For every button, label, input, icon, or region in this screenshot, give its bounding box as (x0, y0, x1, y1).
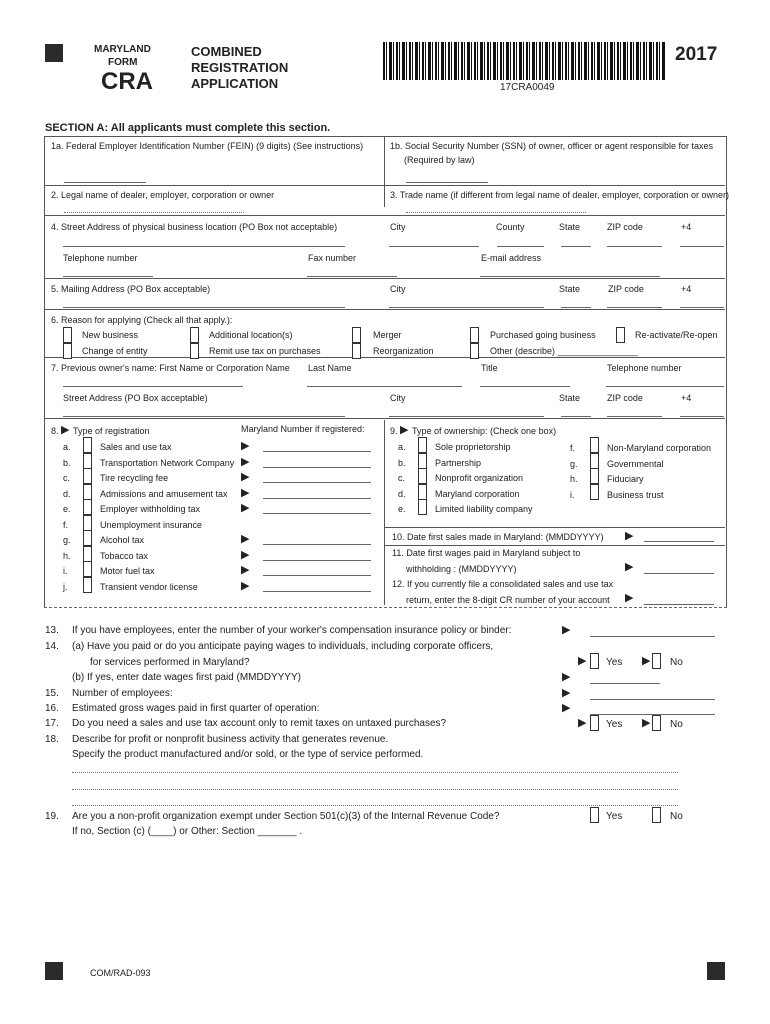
arrow-icon: ▶ (625, 592, 634, 604)
street-input[interactable] (63, 246, 345, 247)
maryland-number-input[interactable] (263, 451, 371, 452)
ownership-letter: h. (570, 474, 578, 484)
mail-zip-input[interactable] (607, 307, 662, 308)
q17-no-checkbox[interactable] (652, 715, 661, 731)
q19-text: Are you a non-profit organization exempt under Section 501(c)(3) of the Internal Revenue Code? (72, 811, 500, 822)
arrow-icon: ▶ (642, 717, 651, 729)
employees-input[interactable] (590, 699, 715, 700)
reason-merger: Merger (373, 330, 402, 340)
registration-label: Sales and use tax (100, 442, 172, 452)
arrow-icon: ▶ (562, 671, 571, 683)
registration-mark-top-left (45, 44, 63, 62)
ownership-checkbox[interactable] (418, 484, 427, 500)
plus4-label: +4 (681, 222, 692, 232)
arrow-icon: ▶ (400, 424, 409, 436)
registration-mark-bottom-left (45, 962, 63, 980)
ownership-label: Governmental (607, 458, 664, 469)
ownership-checkbox[interactable] (418, 453, 427, 469)
prev-first-name-input[interactable] (63, 386, 243, 387)
maryland-number-input[interactable] (263, 467, 371, 468)
field-8-number: 8. (51, 426, 59, 436)
registration-label: Employer withholding tax (100, 504, 201, 514)
checkbox-other[interactable] (470, 343, 479, 359)
field-2-label: 2. Legal name of dealer, employer, corporation or owner (51, 190, 275, 200)
registration-label: Admissions and amusement tax (100, 488, 228, 499)
registration-checkbox[interactable] (83, 437, 92, 453)
ownership-letter: b. (398, 457, 406, 468)
q13-text: If you have employees, enter the number of your worker's compensation insurance policy or binder: (72, 625, 512, 636)
prev-street-input[interactable] (63, 416, 345, 417)
field-10-label: 10. Date first sales made in Maryland: (MMDDYYYY) (392, 532, 604, 542)
field-6-label: 6. Reason for applying (Check all that apply.): (51, 315, 233, 325)
ownership-label: Fiduciary (607, 474, 644, 484)
checkbox-purchased-business[interactable] (470, 327, 479, 343)
prev-zip-label: ZIP code (607, 393, 643, 403)
registration-letter: j. (63, 581, 68, 592)
prev-telephone-input[interactable] (606, 386, 724, 387)
first-sales-date-input[interactable] (644, 541, 714, 542)
registration-checkbox[interactable] (83, 577, 92, 593)
prev-city-label: City (390, 393, 406, 403)
fax-label: Fax number (308, 253, 357, 263)
ownership-checkbox[interactable] (418, 468, 427, 484)
q17-yes-label: Yes (606, 719, 623, 730)
ownership-label: Nonprofit organization (435, 473, 524, 483)
title-line-3: APPLICATION (191, 76, 279, 91)
q17-no-label: No (670, 719, 683, 730)
ownership-label: Sole proprietorship (435, 442, 511, 452)
reason-change-entity: Change of entity (82, 346, 148, 356)
maryland-number-input[interactable] (263, 544, 371, 545)
registration-label: Transportation Network Company (100, 457, 235, 468)
ownership-letter: g. (570, 458, 578, 469)
arrow-icon: ▶ (241, 455, 250, 468)
registration-checkbox[interactable] (83, 546, 92, 562)
form-label-maryland: MARYLAND (94, 44, 151, 55)
checkbox-reorganization[interactable] (352, 343, 361, 359)
registration-label: Alcohol tax (100, 535, 145, 545)
field-1a-label: 1a. Federal Employer Identification Number (FEIN) (9 digits) (See instructions) (51, 141, 364, 151)
q19-yes-checkbox[interactable] (590, 807, 599, 823)
legal-name-input[interactable] (64, 212, 244, 213)
mail-city-label: City (390, 284, 406, 294)
fein-input[interactable] (64, 182, 146, 183)
field-7-label: 7. Previous owner's name: First Name or Corporation Name (51, 363, 290, 373)
field-12-label: 12. If you currently file a consolidated sales and use tax (392, 579, 614, 589)
prev-zip-input[interactable] (607, 416, 662, 417)
activity-description-line-3[interactable] (72, 805, 678, 806)
ownership-label: Limited liability company (435, 504, 533, 514)
ownership-letter: f. (570, 443, 576, 453)
field-11-label: 11. Date first wages paid in Maryland subject to (392, 548, 581, 558)
first-wages-date-input[interactable] (644, 573, 714, 574)
plus4-input[interactable] (680, 246, 724, 247)
q14-yes-label: Yes (606, 657, 623, 668)
ownership-letter: d. (398, 488, 406, 499)
telephone-input[interactable] (63, 276, 153, 277)
reason-remit-use-tax: Remit use tax on purchases (209, 346, 321, 356)
reason-reorganization: Reorganization (373, 346, 434, 356)
ownership-checkbox[interactable] (590, 453, 599, 469)
field-9-label: Type of ownership: (Check one box) (412, 426, 557, 436)
state-label: State (559, 222, 581, 232)
prev-title-input[interactable] (480, 386, 570, 387)
title-line-1: COMBINED (191, 44, 262, 59)
registration-letter: e. (63, 504, 71, 514)
arrow-icon: ▶ (562, 702, 571, 714)
ownership-letter: e. (398, 504, 406, 514)
registration-letter: b. (63, 457, 71, 468)
ownership-letter: c. (398, 473, 406, 483)
field-3-label: 3. Trade name (if different from legal name of dealer, employer, corporation or owner) (390, 190, 730, 200)
registration-letter: g. (63, 535, 71, 545)
reason-reactivate: Re-activate/Re-open (635, 330, 718, 340)
registration-letter: i. (63, 566, 68, 576)
barcode (383, 42, 665, 80)
registration-letter: h. (63, 550, 71, 561)
section-a-heading: SECTION A: All applicants must complete this section. (45, 122, 331, 134)
arrow-icon: ▶ (625, 530, 634, 542)
arrow-icon: ▶ (241, 471, 250, 483)
activity-description-line-2[interactable] (72, 789, 678, 790)
form-year: 2017 (675, 44, 718, 65)
county-label: County (496, 222, 525, 232)
reason-other: Other (describe) ________________ (490, 346, 638, 356)
arrow-icon: ▶ (241, 486, 250, 499)
registration-label: Tire recycling fee (100, 473, 169, 483)
q15-number: 15. (45, 688, 59, 699)
mail-street-input[interactable] (63, 307, 345, 308)
registration-label: Transient vendor license (100, 581, 198, 592)
checkbox-additional-location[interactable] (190, 327, 199, 343)
q16-number: 16. (45, 703, 59, 714)
prev-state-input[interactable] (561, 416, 591, 417)
q16-text: Estimated gross wages paid in first quarter of operation: (72, 703, 320, 714)
ownership-checkbox[interactable] (590, 468, 599, 484)
field-11b-label: withholding : (MMDDYYYY) (406, 564, 517, 574)
ownership-letter: a. (398, 442, 406, 452)
ownership-checkbox[interactable] (418, 499, 427, 515)
city-input[interactable] (389, 246, 479, 247)
ownership-label: Maryland corporation (435, 488, 520, 499)
q19b-text: If no, Section (c) (____) or Other: Section _______ . (72, 826, 303, 837)
checkbox-reactivate[interactable] (616, 327, 625, 343)
q14a-text: (a) Have you paid or do you anticipate paying wages to individuals, including corporate officers, (72, 641, 494, 652)
trade-name-input[interactable] (406, 212, 586, 213)
prev-city-input[interactable] (389, 416, 544, 417)
registration-label: Motor fuel tax (100, 566, 155, 576)
registration-label: Tobacco tax (100, 550, 149, 561)
fax-input[interactable] (307, 276, 397, 277)
maryland-number-input[interactable] (263, 513, 371, 514)
ownership-label: Business trust (607, 489, 664, 500)
state-input[interactable] (561, 246, 591, 247)
prev-street-label: Street Address (PO Box acceptable) (63, 393, 208, 403)
maryland-number-input[interactable] (263, 498, 371, 499)
registration-letter: c. (63, 473, 71, 483)
registration-letter: f. (63, 519, 69, 530)
q14-number: 14. (45, 641, 59, 652)
registration-checkbox[interactable] (83, 453, 92, 469)
q19-yes-label: Yes (606, 811, 623, 822)
zip-input[interactable] (607, 246, 662, 247)
arrow-icon: ▶ (578, 717, 587, 729)
arrow-icon: ▶ (241, 502, 250, 514)
reason-new-business: New business (82, 330, 139, 340)
q19-no-label: No (670, 811, 683, 822)
checkbox-change-entity[interactable] (63, 343, 72, 359)
ssn-input[interactable] (406, 182, 488, 183)
reason-purchased-business: Purchased going business (490, 330, 596, 340)
arrow-icon: ▶ (578, 655, 587, 667)
maryland-number-input[interactable] (263, 591, 371, 592)
registration-label: Unemployment insurance (100, 519, 203, 530)
registration-checkbox[interactable] (83, 499, 92, 515)
workers-comp-input[interactable] (590, 636, 715, 637)
maryland-number-input[interactable] (263, 575, 371, 576)
q13-number: 13. (45, 625, 59, 636)
q19-no-checkbox[interactable] (652, 807, 661, 823)
q14a2-text: for services performed in Maryland? (90, 657, 250, 668)
registration-checkbox[interactable] (83, 530, 92, 546)
zip-label: ZIP code (607, 222, 643, 232)
arrow-icon: ▶ (241, 564, 250, 576)
ownership-checkbox[interactable] (590, 437, 599, 453)
email-input[interactable] (480, 276, 660, 277)
q15-text: Number of employees: (72, 688, 173, 699)
cr-number-input[interactable] (644, 604, 714, 605)
registration-checkbox[interactable] (83, 561, 92, 577)
maryland-number-input[interactable] (263, 560, 371, 561)
wages-date-input[interactable] (590, 683, 660, 684)
mail-plus4-input[interactable] (680, 307, 724, 308)
q17-yes-checkbox[interactable] (590, 715, 599, 731)
activity-description-line-1[interactable] (72, 772, 678, 773)
q19-number: 19. (45, 811, 59, 822)
arrow-icon: ▶ (241, 533, 250, 545)
email-label: E-mail address (481, 253, 542, 263)
maryland-number-input[interactable] (263, 482, 371, 483)
registration-checkbox[interactable] (83, 484, 92, 500)
county-input[interactable] (497, 246, 544, 247)
ownership-checkbox[interactable] (590, 484, 599, 500)
q14-yes-checkbox[interactable] (590, 653, 599, 669)
arrow-icon: ▶ (625, 561, 634, 573)
ownership-checkbox[interactable] (418, 437, 427, 453)
q18-number: 18. (45, 734, 59, 745)
field-5-label: 5. Mailing Address (PO Box acceptable) (51, 284, 211, 294)
registration-mark-bottom-right (707, 962, 725, 980)
arrow-icon: ▶ (241, 548, 250, 561)
reason-additional-location: Additional location(s) (209, 330, 293, 340)
prev-last-name-input[interactable] (307, 386, 462, 387)
field-1b-sub: (Required by law) (404, 155, 475, 165)
barcode-text: 17CRA0049 (500, 82, 555, 93)
form-code: COM/RAD-093 (90, 968, 151, 978)
checkbox-new-business[interactable] (63, 327, 72, 343)
arrow-icon: ▶ (562, 687, 571, 699)
arrow-icon: ▶ (562, 624, 571, 636)
field-9-number: 9. (390, 426, 398, 436)
registration-letter: a. (63, 442, 71, 452)
registration-checkbox[interactable] (83, 515, 92, 531)
title-line-2: REGISTRATION (191, 60, 289, 75)
form-label-cra: CRA (101, 68, 153, 95)
md-number-label: Maryland Number if registered: (241, 424, 365, 434)
q17-number: 17. (45, 718, 59, 729)
field-12b-label: return, enter the 8-digit CR number of your account (406, 595, 610, 605)
mail-state-label: State (559, 284, 581, 294)
q17-text: Do you need a sales and use tax account only to remit taxes on untaxed purchases? (72, 718, 447, 729)
ownership-label: Partnership (435, 457, 482, 468)
ownership-letter: i. (570, 489, 575, 500)
prev-state-label: State (559, 393, 581, 403)
field-1b-label: 1b. Social Security Number (SSN) of owner, officer or agent responsible for taxes (390, 141, 713, 151)
arrow-icon: ▶ (241, 579, 250, 592)
prev-plus4-label: +4 (681, 393, 692, 403)
prev-plus4-input[interactable] (680, 416, 724, 417)
arrow-icon: ▶ (642, 655, 651, 667)
registration-letter: d. (63, 488, 71, 499)
field-8-label: Type of registration (73, 426, 150, 436)
last-name-label: Last Name (308, 363, 352, 373)
telephone-label: Telephone number (63, 253, 138, 263)
arrow-icon: ▶ (241, 440, 250, 452)
q18-text: Describe for profit or nonprofit business activity that generates revenue. (72, 734, 389, 745)
form-label-form: FORM (108, 57, 138, 68)
mail-zip-label: ZIP code (608, 284, 644, 294)
mail-state-input[interactable] (561, 307, 591, 308)
registration-checkbox[interactable] (83, 468, 92, 484)
checkbox-merger[interactable] (352, 327, 361, 343)
q14-no-label: No (670, 657, 683, 668)
city-label: City (390, 222, 406, 232)
q14-no-checkbox[interactable] (652, 653, 661, 669)
prev-telephone-label: Telephone number (607, 363, 682, 373)
field-4-label: 4. Street Address of physical business location (PO Box not acceptable) (51, 222, 338, 232)
arrow-icon: ▶ (61, 424, 70, 436)
q14b-text: (b) If yes, enter date wages first paid (MMDDYYYY) (72, 672, 301, 683)
q18b-text: Specify the product manufactured and/or sold, or the type of service performed. (72, 749, 424, 760)
mail-city-input[interactable] (389, 307, 544, 308)
mail-plus4-label: +4 (681, 284, 692, 294)
title-label: Title (481, 363, 498, 373)
ownership-label: Non-Maryland corporation (607, 443, 712, 453)
checkbox-remit-use-tax[interactable] (190, 343, 199, 359)
